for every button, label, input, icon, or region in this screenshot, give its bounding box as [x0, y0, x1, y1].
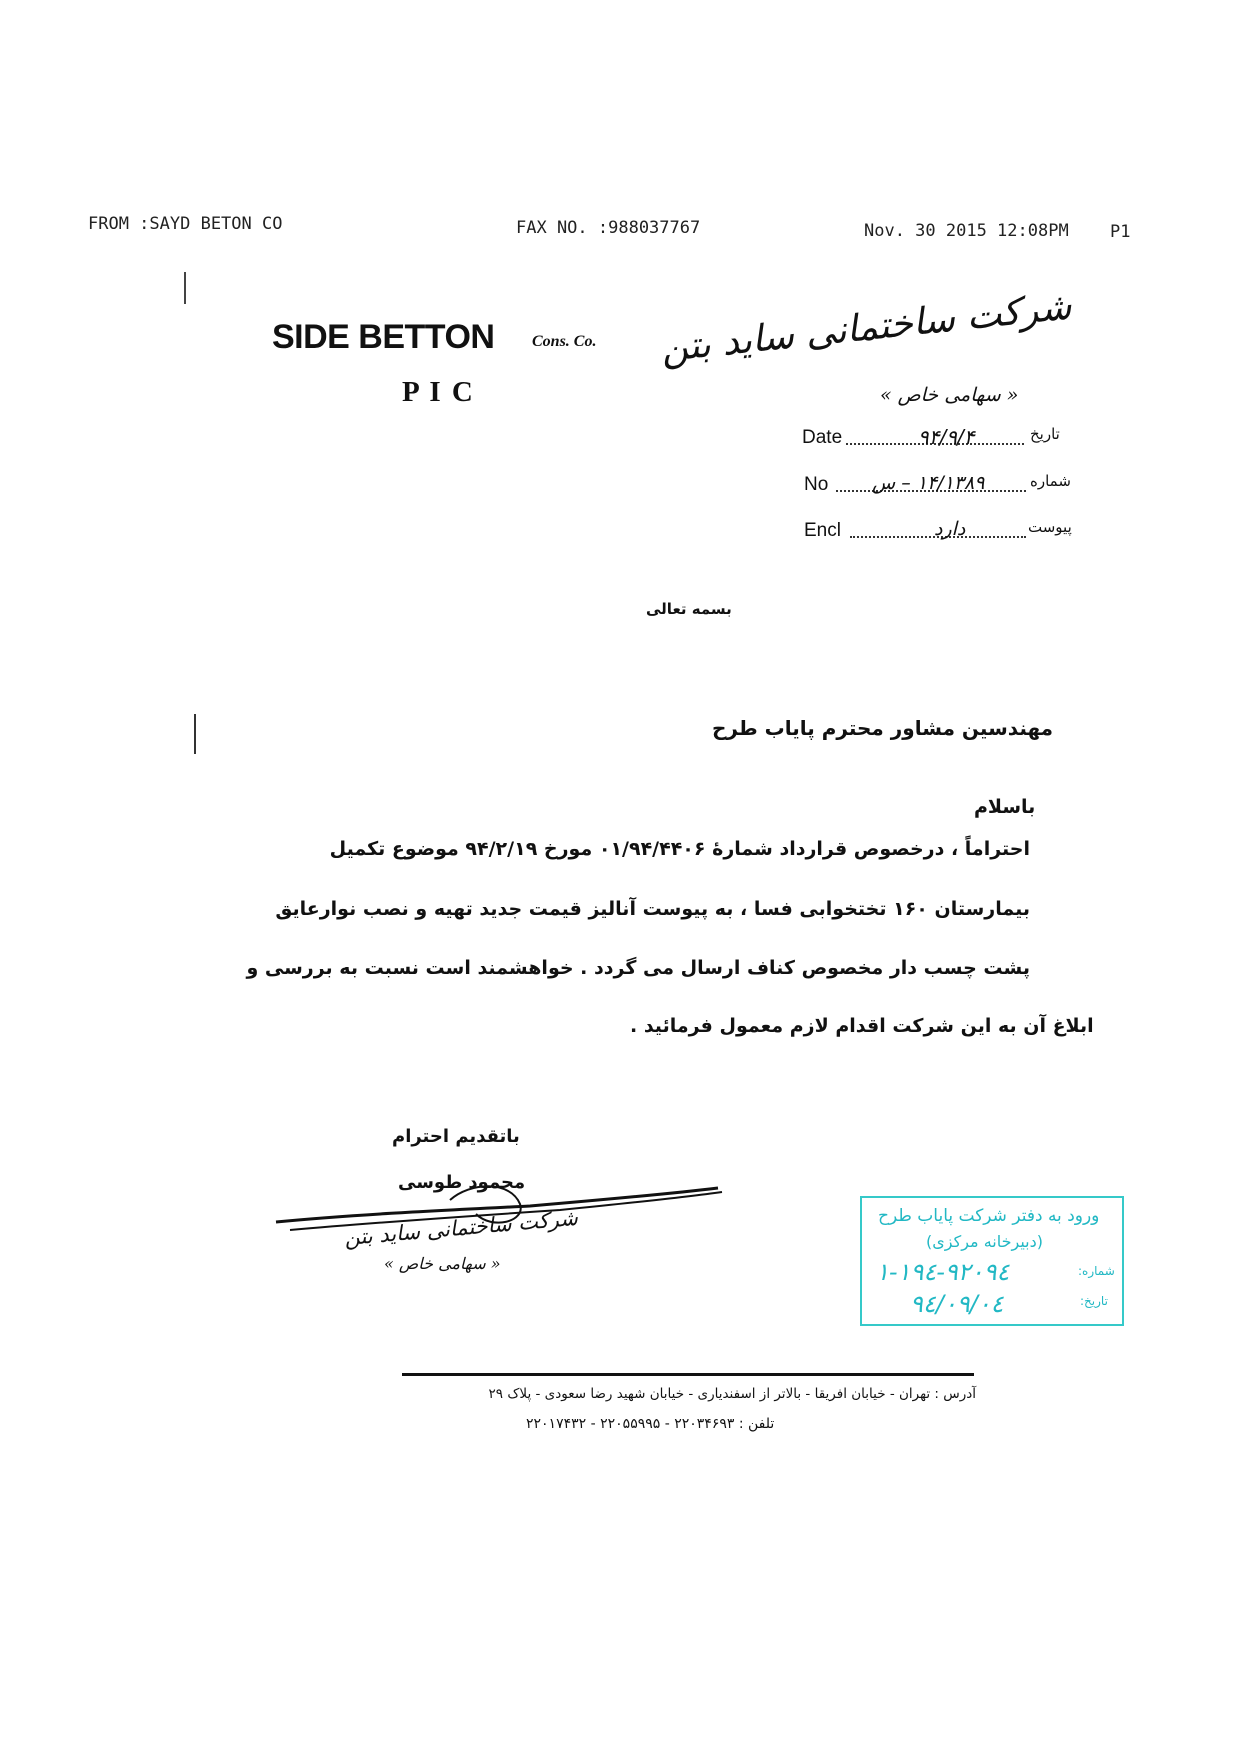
fax-from: FROM :SAYD BETON CO — [88, 214, 283, 234]
stamp-number-label: شماره: — [1078, 1264, 1115, 1278]
body-line-2: بیمارستان ۱۶۰ تختخوابی فسا ، به پیوست آنالیز قیمت جدید تهیه و نصب نوارعایق — [275, 898, 1030, 920]
footer-phone: تلفن : ۲۲۰۳۴۶۹۳ - ۲۲۰۵۵۹۹۵ - ۲۲۰۱۷۴۳۲ — [526, 1416, 775, 1432]
field-enclosure-label-fa: پیوست — [1028, 518, 1072, 536]
signer-company-type: « سهامی خاص » — [384, 1254, 501, 1273]
field-date-label-en: Date — [802, 427, 843, 448]
fax-number: FAX NO. :988037767 — [516, 218, 701, 238]
greeting: باسلام — [974, 796, 1036, 818]
company-pic: P I C — [402, 376, 475, 408]
body-line-1: احتراماً ، درخصوص قرارداد شمارهٔ ۰۱/۹۴/۴۴۰۶ مورخ ۹۴/۲/۱۹ موضوع تکمیل — [329, 838, 1030, 860]
closing: باتقدیم احترام — [392, 1126, 520, 1147]
field-number-value: ۱۴/۱۳۸۹ – س — [872, 472, 985, 494]
recipient: مهندسین مشاور محترم پایاب طرح — [712, 716, 1054, 740]
field-number-label-fa: شماره — [1030, 472, 1071, 490]
company-suffix: Cons. Co. — [532, 333, 597, 350]
stamp-line-2: (دبیرخانه مرکزی) — [926, 1232, 1043, 1251]
invocation: بسمه تعالی — [646, 600, 732, 618]
body-line-4: ابلاغ آن به این شرکت اقدام لازم معمول فرمائید . — [630, 1015, 1094, 1037]
signer-company-stamp: شرکت ساختمانی ساید بتن — [343, 1205, 579, 1251]
company-name-fa: شرکت ساختمانی ساید بتن — [658, 284, 1074, 371]
fax-datetime: Nov. 30 2015 12:08PM — [864, 221, 1069, 241]
company-type-fa: « سهامی خاص » — [880, 384, 1019, 406]
scan-mark — [184, 272, 186, 304]
footer-rule — [402, 1373, 974, 1376]
field-enclosure-value: دارد — [934, 518, 966, 540]
field-date — [802, 425, 1074, 459]
receipt-stamp — [860, 1196, 1124, 1326]
company-name-en: SIDE BETTON — [272, 318, 495, 356]
stamp-number-value: ۱-۱۹٤-۹۲۰۹٤ — [876, 1258, 1010, 1286]
field-date-value: ۹۴/۹/۴ — [918, 425, 975, 449]
field-date-label-fa: تاریخ — [1030, 425, 1060, 443]
stamp-date-label: تاریخ: — [1080, 1294, 1108, 1308]
signature-scribble — [270, 1170, 730, 1260]
field-number — [804, 472, 1076, 506]
footer-address: آدرس : تهران - خیابان افریقا - بالاتر از اسفندیاری - خیابان شهید رضا سعودی - پلاک ۲۹ — [488, 1386, 976, 1402]
fax-page: P1 — [1110, 222, 1131, 242]
signer-name: محمود طوسی — [398, 1172, 526, 1193]
stamp-date-value: ۹٤/۰۹/۰٤ — [910, 1290, 1004, 1318]
body-line-3: پشت چسب دار مخصوص کناف ارسال می گردد . خواهشمند است نسبت به بررسی و — [246, 957, 1030, 979]
scan-mark — [194, 714, 196, 754]
field-enclosure — [804, 518, 1076, 552]
field-number-label-en: No — [804, 474, 829, 495]
stamp-line-1: ورود به دفتر شرکت پایاب طرح — [878, 1206, 1100, 1226]
field-enclosure-label-en: Encl — [804, 520, 841, 541]
